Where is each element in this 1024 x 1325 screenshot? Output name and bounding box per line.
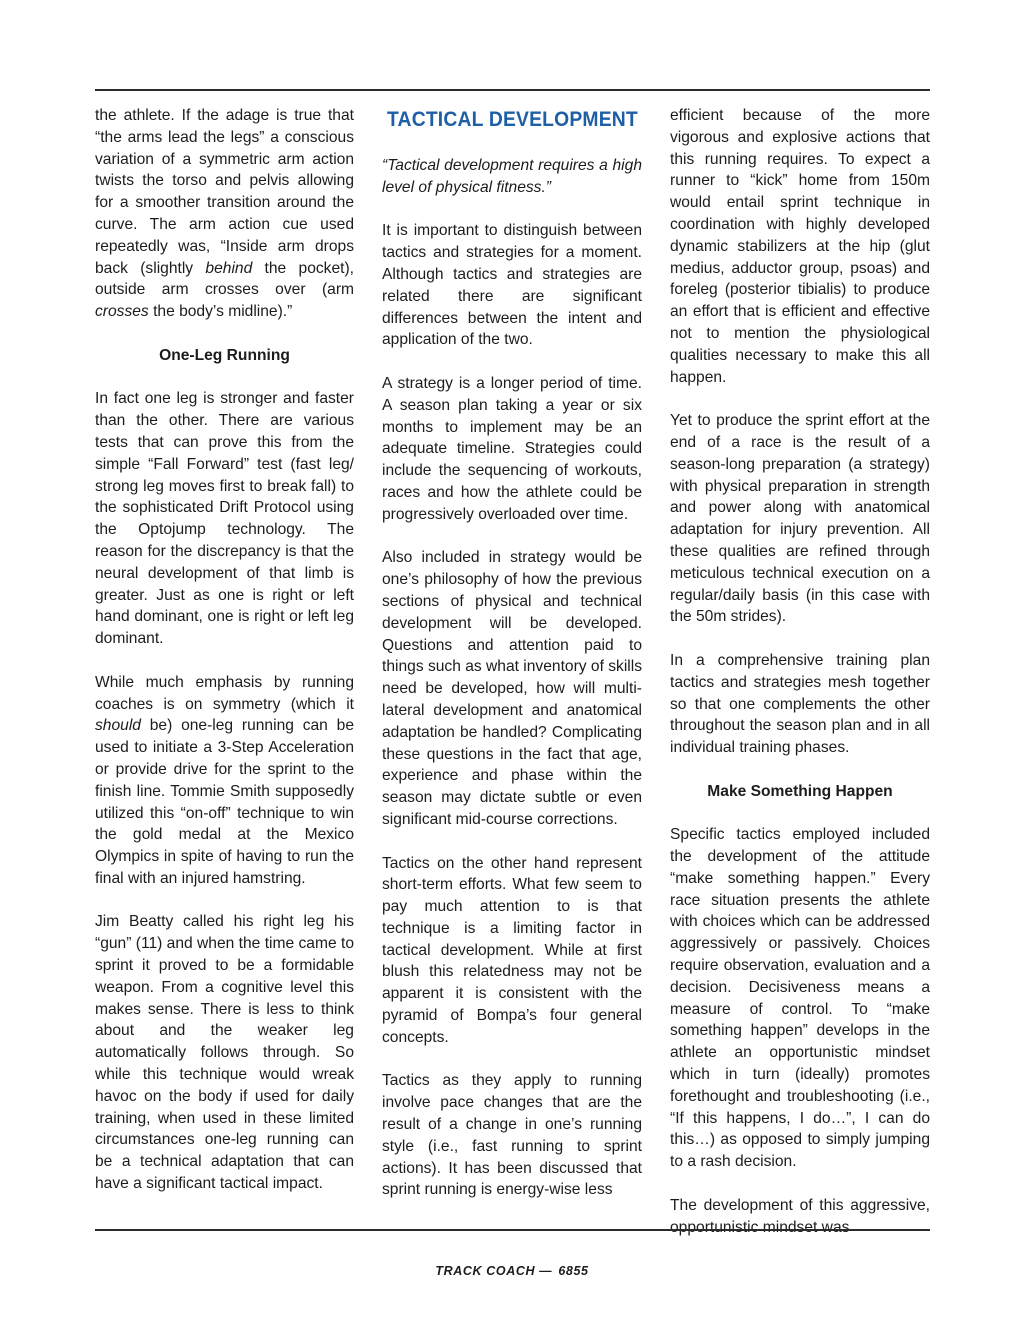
publication-name: TRACK COACH <box>435 1264 536 1278</box>
paragraph-pace-changes: Tactics as they apply to running involve pace changes that are the result of a change in one’s running style (i.e., fast running to sprint actions). It has been discussed that sprint running is energy-wise less <box>382 1072 642 1199</box>
paragraph-efficiency: efficient because of the more vigorous and explosive actions that this running requires. To expect a runner to “kick” home from 150m would entail sprint technique in coordination with highly developed dynamic stabilizers at the hip (glut medius, adductor group, psoas) and foreleg (posterior tibialis) to produce an effort that is efficient and effective not to mention the physiological qualities necessary to make this all happen. <box>670 107 930 386</box>
paragraph-strategy: A strategy is a longer period of time. A season plan taking a year or six months to implement may be an adequate timeline. Strategies could include the sequencing of workouts, races and how the athlete could be progressively overloaded over time. <box>382 374 642 523</box>
paragraph-tactics-short-term: Tactics on the other hand represent short-term efforts. What few seem to pay much attention to is that technique is a limiting factor in tactical development. While at first blush this relatedness may not be apparent it is consistent with the pyramid of Bompa’s four general concepts. <box>382 854 642 1046</box>
paragraph-season-preparation: Yet to produce the sprint effort at the end of a race is the result of a season-long preparation (a strategy) with physical preparation in strength and power along with anatomical adaptation for injury prevention. All these qualities are refined through meticulous technical execution on a regular/daily basis (in this case with the 50m strides). <box>670 412 930 626</box>
subhead-one-leg-running: One-Leg Running <box>159 346 290 364</box>
footer-separator: — <box>539 1264 553 1278</box>
paragraph-jim-beatty: Jim Beatty called his right leg his “gun” (11) and when the time came to sprint it proved to be a formidable weapon. From a cognitive level this makes sense. There is less to think about and the weaker leg automatically follows through. So while this technique would wreak havoc on the body if used for daily training, when used in these limited circumstances one-leg running can be a technical adaptation that can have a significant tactical impact. <box>95 913 354 1193</box>
column-left <box>95 105 354 1195</box>
paragraph-symmetry: While much emphasis by running coaches is on symmetry (which it should be) one-leg running can be used to initiate a 3-Step Acceleration or provide drive for the sprint to the finish line. Tommie Smith supposedly utilized this “on-off” technique to win the gold medal at the Mexico Olympics in spite of having to run the final with an injured hamstring. <box>95 673 354 887</box>
column-middle <box>382 105 642 1201</box>
paragraph-attitude: Specific tactics employed included the development of the attitude “make something happen.” Every race situation presents the athlete with choices which can be addressed aggressively or passively. Choices require observation, evaluation and a decision. Decisiveness means a measure of control. To “make something happen” develops in the athlete an opportunistic mindset which in turn (ideally) promotes forethought and troubleshooting (i.e., “If this happens, I do…”, I can do this…) as opposed to simply jumping to a rash decision. <box>670 826 930 1171</box>
subhead-make-something-happen: Make Something Happen <box>707 782 893 800</box>
section-title: TACTICAL DEVELOPMENT <box>387 108 638 131</box>
paragraph-comprehensive-plan: In a comprehensive training plan tactics and strategies mesh together so that one complements the other throughout the season plan and in all individual training phases. <box>670 651 930 757</box>
paragraph-leg-dominance: In fact one leg is stronger and faster than the other. There are various tests that can prove this from the simple “Fall Forward” test (fast leg/ strong leg moves first to break fall) to the sophisticated Drift Protocol using the Optojump technology. The reason for the discrepancy is that the neural development of that limb is greater. Just as one is right or left hand dominant, one is right or left leg dominant. <box>95 390 354 648</box>
paragraph-tactics-vs-strategies: It is important to distinguish between tactics and strategies for a moment. Although tactics and strategies are related there are significant differences between the intent and application of the two. <box>382 222 642 349</box>
header-rule <box>95 89 930 91</box>
column-right <box>670 105 930 1238</box>
pull-quote: “Tactical development requires a high level of physical fitness.” <box>382 157 642 196</box>
page-footer <box>0 1264 1024 1278</box>
footer-rule <box>95 1229 930 1231</box>
paragraph-mindset: The development of this aggressive, opportunistic mindset was <box>670 1196 930 1236</box>
paragraph-philosophy: Also included in strategy would be one’s philosophy of how the previous sections of physical and technical development will be developed. Questions and attention paid to things such as what inventory of skills need be developed, how will multi-lateral development and anatomical adaptation be handled? Complicating these questions in the fact that age, experience and phase within the season may dictate subtle or even significant mid-course corrections. <box>382 549 643 828</box>
page-number: 6855 <box>558 1264 589 1278</box>
paragraph-arm-action: the athlete. If the adage is true that “the arms lead the legs” a conscious variation of a symmetric arm action twists the torso and pelvis allowing for a smoother transition around the curve. The arm action cue used repeatedly was, “Inside arm drops back (slightly behind the pocket), outside arm crosses over (arm crosses the body’s midline).” <box>95 107 355 321</box>
